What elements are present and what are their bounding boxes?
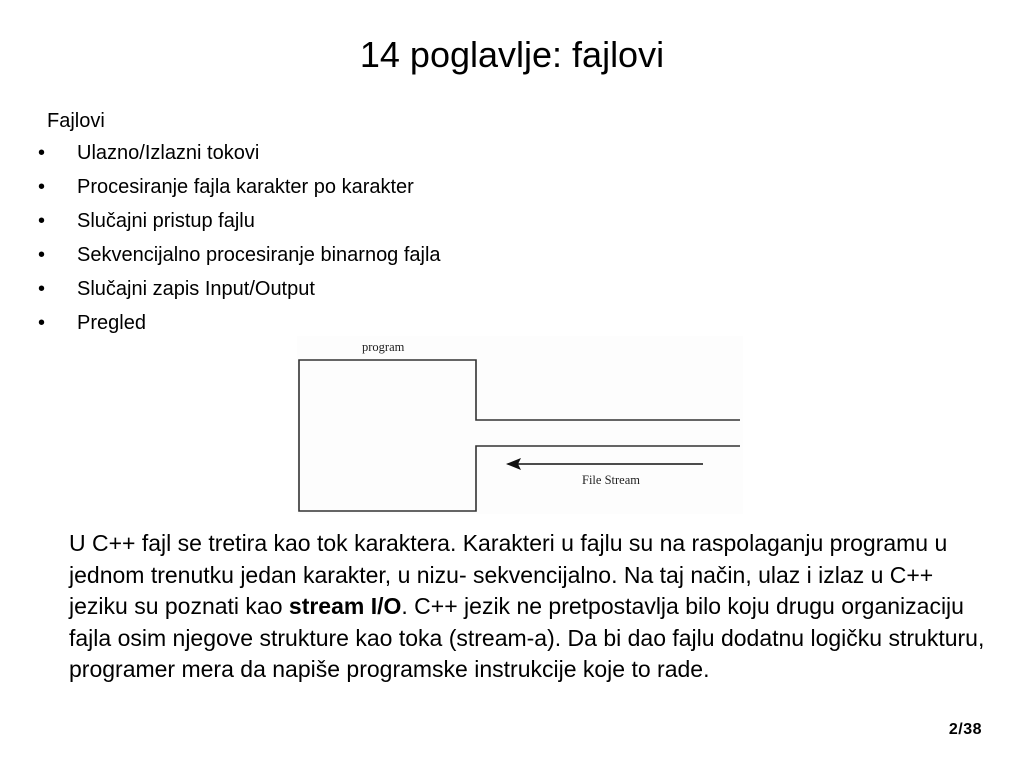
paragraph-emphasis: stream I/O — [288, 593, 402, 619]
file-stream-diagram-svg — [297, 336, 743, 514]
body-paragraph — [69, 528, 994, 686]
bullet-marker: • — [38, 142, 46, 164]
bullet-text: Procesiranje fajla karakter po karakter — [77, 176, 414, 198]
program-label: program — [362, 340, 405, 354]
paragraph-text-start: U C++ fajl se tretira kao tok karaktera. Karakteri u fajlu su na raspolaganju programu u jednom trenutku jedan karakter, u nizu- sekvencijalno. Na taj način, ulaz i izlaz u C++ jeziku su poznati kao — [69, 530, 948, 619]
bullet-text: Slučajni pristup fajlu — [77, 210, 255, 232]
bullet-marker: • — [38, 210, 46, 232]
bullet-marker: • — [38, 244, 46, 266]
page-number: 2/38 — [948, 721, 982, 738]
slide-title: 14 poglavlje: fajlovi — [359, 34, 665, 75]
bullet-text: Slučajni zapis Input/Output — [77, 278, 315, 300]
bullet-text: Sekvencijalno procesiranje binarnog fajla — [77, 244, 441, 266]
file-stream-label: File Stream — [582, 473, 640, 487]
file-stream-diagram — [297, 336, 743, 514]
bullet-marker: • — [38, 312, 46, 334]
bullet-marker: • — [38, 176, 46, 198]
bullet-marker: • — [38, 278, 46, 300]
paragraph-text-end: . C++ jezik ne pretpostavlja bilo koju drugu organizaciju fajla osim njegove strukture kao toka (stream-a). Da bi dao fajlu dodatnu logičku strukturu, programer mera da napiše programske instrukcije koje to rade. — [69, 593, 985, 682]
section-heading: Fajlovi — [47, 110, 105, 132]
bullet-text: Pregled — [77, 312, 146, 334]
bullet-text: Ulazno/Izlazni tokovi — [77, 142, 260, 164]
program-box-outline — [299, 360, 740, 511]
